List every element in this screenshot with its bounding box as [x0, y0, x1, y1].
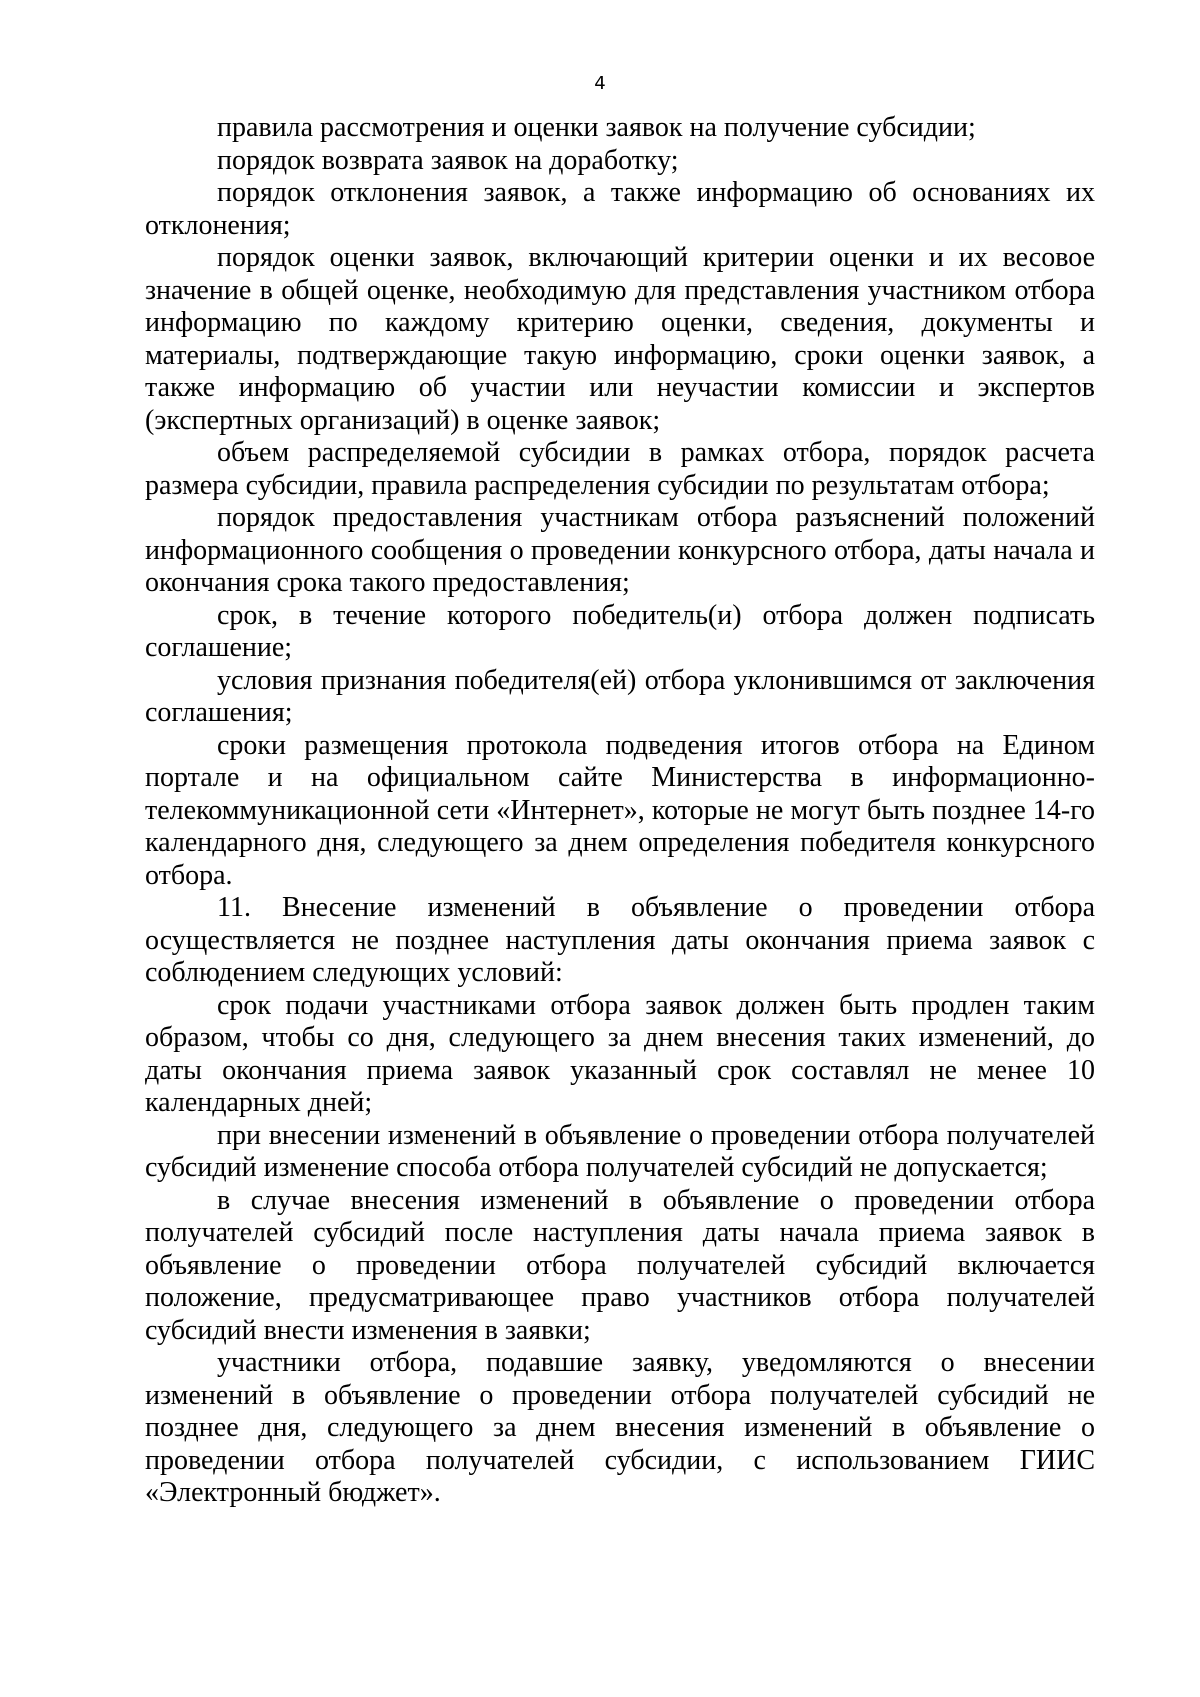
paragraph-7: срок, в течение которого победитель(и) отбора должен подписать соглашение; — [145, 599, 1095, 663]
paragraph-5: объем распределяемой субсидии в рамках отбора, порядок расчета размера субсидии, правила распределения субсидии по результатам отбора; — [145, 437, 1095, 501]
document-body — [145, 112, 1095, 1510]
paragraph-4: порядок оценки заявок, включающий критерии оценки и их весовое значение в общей оценке, необходимую для представления участником отбора информацию по каждому критерию оценки, сведения, документы и материалы, подтверждающие такую информацию, сроки оценки заявок, а также информацию об участии или неучастии комиссии и экспертов (экспертных организаций) в оценке заявок; — [145, 242, 1095, 436]
paragraph-11: срок подачи участниками отбора заявок должен быть продлен таким образом, чтобы со дня, следующего за днем внесения таких изменений, до даты окончания приема заявок указанный срок составлял не менее 10 календарных дней; — [145, 989, 1095, 1118]
paragraph-14: участники отбора, подавшие заявку, уведомляются о внесении изменений в объявление о проведении отбора получателей субсидий не позднее дня, следующего за днем внесения изменений в объявление о проведении отбора получателей субсидии, с использованием ГИИС «Электронный бюджет». — [145, 1347, 1095, 1508]
page-number: 4 — [594, 73, 606, 94]
paragraph-2: порядок возврата заявок на доработку; — [217, 144, 679, 176]
paragraph-3: порядок отклонения заявок, а также информацию об основаниях их отклонения; — [145, 177, 1095, 241]
paragraph-9: сроки размещения протокола подведения итогов отбора на Едином портале и на официальном сайте Министерства в информационно-телекоммуникационной сети «Интернет», которые не могут быть позднее 14-го календарного дня, следующего за днем определения победителя конкурсного отбора. — [145, 729, 1095, 891]
paragraph-6: порядок предоставления участникам отбора разъяснений положений информационного сообщения о проведении конкурсного отбора, даты начала и окончания срока такого предоставления; — [145, 502, 1095, 598]
paragraph-12: при внесении изменений в объявление о проведении отбора получателей субсидий изменение способа отбора получателей субсидий не допускается; — [145, 1119, 1095, 1183]
paragraph-8: условия признания победителя(ей) отбора уклонившимся от заключения соглашения; — [145, 664, 1095, 728]
paragraph-1: правила рассмотрения и оценки заявок на получение субсидии; — [217, 112, 976, 143]
paragraph-13: в случае внесения изменений в объявление о проведении отбора получателей субсидий после наступления даты начала приема заявок в объявление о проведении отбора получателей субсидий включается положение, предусматривающее право участников отбора получателей субсидий внести изменения в заявки; — [145, 1184, 1095, 1346]
paragraph-10: 11. Внесение изменений в объявление о проведении отбора осуществляется не позднее наступления даты окончания приема заявок с соблюдением следующих условий: — [145, 892, 1095, 988]
